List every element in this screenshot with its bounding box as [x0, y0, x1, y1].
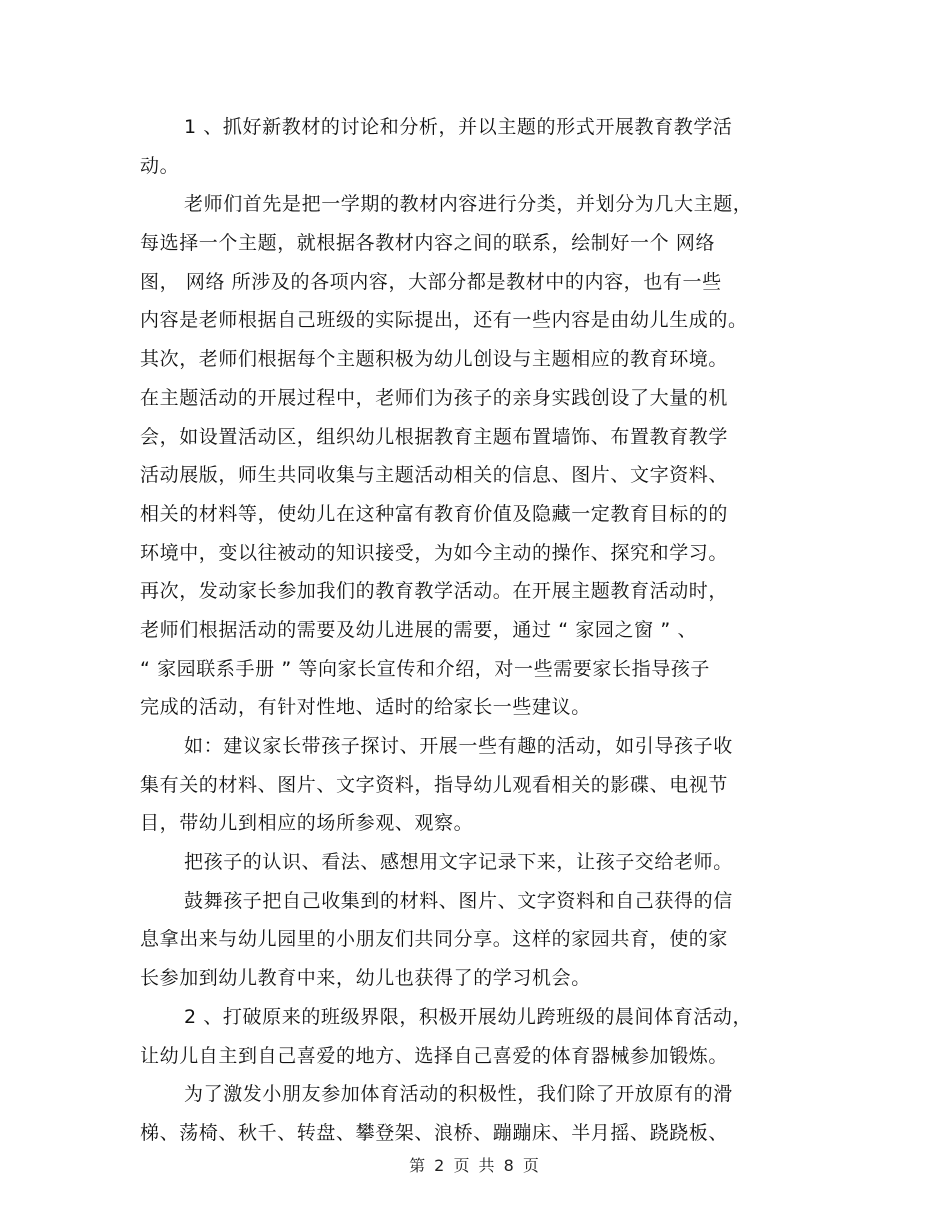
text-line: 动。 [140, 154, 180, 177]
text-line: 图， 网络 所涉及的各项内容，大部分都是教材中的内容，也有一些 [140, 270, 722, 293]
text-line: 完成的活动，有针对性地、适时的给家长一些建议。 [140, 696, 591, 719]
text-line: 老师们根据活动的需要及幼儿进展的需要，通过 “ 家园之窗 ” 、 [140, 618, 698, 641]
text-line: 2 、打破原来的班级界限，积极开展幼儿跨班级的晨间体育活动， [184, 1005, 753, 1028]
text-line: 息拿出来与幼儿园里的小朋友们共同分享。这样的家园共育，使的家 [140, 928, 729, 951]
text-line: 会，如设置活动区，组织幼儿根据教育主题布置墙饰、布置教育教学 [140, 425, 729, 448]
page-number-footer: 第 2 页 共 8 页 [409, 1156, 541, 1175]
text-line: 相关的材料等，使幼儿在这种富有教育价值及隐藏一定教育目标的的 [140, 502, 729, 525]
text-line: 每选择一个主题，就根据各教材内容之间的联系，绘制好一个 网络 [140, 232, 716, 255]
body-text [140, 108, 808, 1153]
text-line: 梯、荡椅、秋千、转盘、攀登架、浪桥、蹦蹦床、半月摇、跷跷板、 [140, 1121, 729, 1144]
text-line: 为了激发小朋友参加体育活动的积极性，我们除了开放原有的滑 [184, 1083, 733, 1106]
text-line: 长参加到幼儿教育中来，幼儿也获得了的学习机会。 [140, 967, 591, 990]
text-line: 把孩子的认识、看法、感想用文字记录下来，让孩子交给老师。 [184, 851, 733, 874]
text-line: 目，带幼儿到相应的场所参观、观察。 [140, 812, 474, 835]
text-line: 1 、抓好新教材的讨论和分析，并以主题的形式开展教育教学活 [184, 116, 733, 138]
text-line: “ 家园联系手册 ” 等向家长宣传和介绍，对一些需要家长指导孩子 [140, 657, 711, 680]
text-line: 其次，老师们根据每个主题积极为幼儿创设与主题相应的教育环境。 [140, 348, 729, 371]
text-line: 让幼儿自主到自己喜爱的地方、选择自己喜爱的体育器械参加锻炼。 [140, 1044, 729, 1067]
text-line: 集有关的材料、图片、文字资料，指导幼儿观看相关的影碟、电视节 [140, 773, 729, 796]
text-line: 内容是老师根据自己班级的实际提出，还有一些内容是由幼儿生成的。 [140, 309, 748, 332]
text-line: 老师们首先是把一学期的教材内容进行分类，并划分为几大主题， [184, 193, 753, 216]
text-line: 如：建议家长带孩子探讨、开展一些有趣的活动，如引导孩子收 [184, 735, 733, 757]
text-line: 活动展版，师生共同收集与主题活动相关的信息、图片、文字资料、 [140, 464, 729, 487]
text-line: 鼓舞孩子把自己收集到的材料、图片、文字资料和自己获得的信 [184, 889, 733, 912]
text-line: 在主题活动的开展过程中，老师们为孩子的亲身实践创设了大量的机 [140, 386, 729, 409]
text-line: 再次，发动家长参加我们的教育教学活动。在开展主题教育活动时， [140, 580, 729, 603]
text-line: 环境中，变以往被动的知识接受，为如今主动的操作、探究和学习。 [140, 541, 729, 564]
